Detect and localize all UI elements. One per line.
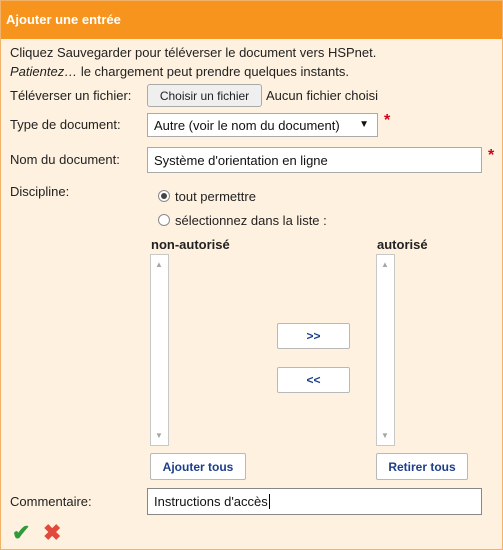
not-allowed-title: non-autorisé [151, 237, 230, 252]
radio-select-list[interactable] [158, 214, 170, 226]
allowed-list[interactable] [376, 254, 395, 446]
radio-allow-all[interactable] [158, 190, 170, 202]
doc-name-input[interactable]: Système d'orientation en ligne [147, 147, 482, 173]
add-all-button[interactable]: Ajouter tous [150, 453, 246, 480]
wait-text: Patientez… [10, 64, 78, 79]
choose-file-button[interactable]: Choisir un fichier [147, 84, 262, 107]
radio-select-list-label[interactable]: sélectionnez dans la liste : [175, 213, 327, 228]
scroll-down-icon[interactable]: ▼ [155, 431, 163, 440]
doc-name-label: Nom du document: [10, 152, 120, 167]
allowed-title: autorisé [377, 237, 428, 252]
dialog-title: Ajouter une entrée [1, 1, 502, 39]
doc-type-required-mark: * [384, 112, 391, 129]
comment-label: Commentaire: [10, 494, 92, 509]
radio-allow-all-label[interactable]: tout permettre [175, 189, 256, 204]
doc-name-required-mark: * [488, 147, 495, 164]
doc-type-select[interactable] [147, 113, 378, 137]
doc-type-selected: Autre (voir le nom du document) [154, 117, 340, 133]
file-status: Aucun fichier choisi [266, 88, 378, 103]
scroll-up-icon[interactable]: ▲ [155, 260, 163, 269]
dropdown-arrow-icon: ▼ [359, 119, 369, 130]
wait-text-rest: le chargement peut prendre quelques instants. [77, 64, 349, 79]
allowed-scrollbar[interactable] [377, 255, 394, 445]
upload-label: Téléverser un fichier: [10, 88, 132, 103]
text-cursor [269, 494, 270, 509]
comment-value: Instructions d'accès [154, 494, 268, 509]
not-allowed-list[interactable] [150, 254, 169, 446]
scroll-up-icon[interactable]: ▲ [381, 260, 389, 269]
comment-input[interactable] [147, 488, 482, 515]
move-left-button[interactable]: << [277, 367, 350, 393]
save-checkmark-icon[interactable]: ✔ [12, 520, 31, 545]
doc-type-label: Type de document: [10, 117, 121, 132]
instruction-line-2 [10, 64, 349, 79]
cancel-x-icon[interactable]: ✖ [43, 520, 62, 545]
instruction-line-1: Cliquez Sauvegarder pour téléverser le document vers HSPnet. [10, 45, 377, 60]
discipline-label: Discipline: [10, 184, 70, 199]
remove-all-button[interactable]: Retirer tous [376, 453, 468, 480]
not-allowed-scrollbar[interactable] [151, 255, 168, 445]
scroll-down-icon[interactable]: ▼ [381, 431, 389, 440]
move-right-button[interactable]: >> [277, 323, 350, 349]
